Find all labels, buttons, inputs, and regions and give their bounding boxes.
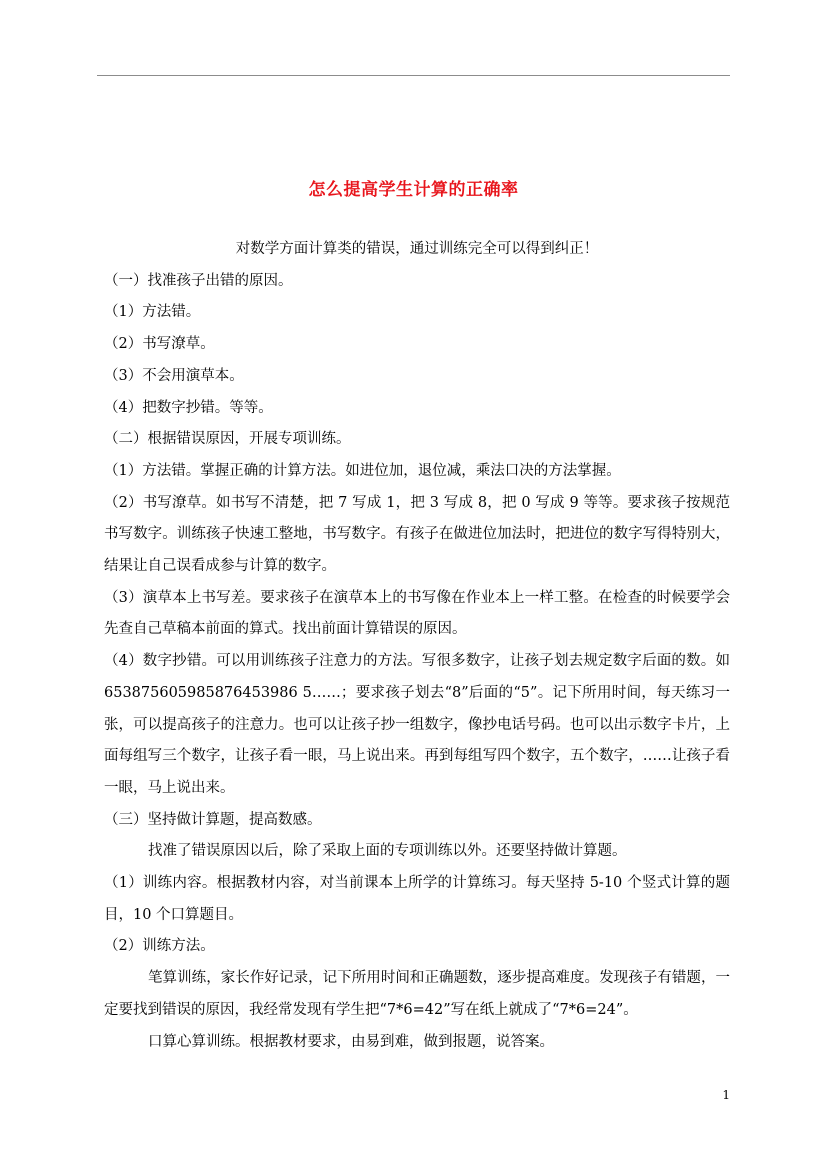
list-item: （1）方法错。: [104, 304, 201, 321]
paragraph: （1）方法错。掌握正确的计算方法。如进位加，退位减，乘法口决的方法掌握。: [104, 462, 621, 479]
paragraph: （1）训练内容。根据教材内容，对当前课本上所学的计算练习。每天坚持 5-10 个竖式计算的题目，10 个口算题目。: [104, 875, 730, 923]
list-item: （3）不会用演草本。: [104, 367, 244, 384]
section-heading: （三）坚持做计算题，提高数感。: [104, 811, 322, 828]
paragraph: （3）演草本上书写差。要求孩子在演草本上的书写像在作业本上一样工整。在检查的时候要学会先查自己草稿本前面的算式。找出前面计算错误的原因。: [104, 589, 730, 638]
paragraph: （2）书写潦草。如书写不清楚，把 7 写成 1，把 3 写成 8，把 0 写成 9 等等。要求孩子按规范书写数字。训练孩子快速工整地，书写数字。有孩子在做进位加法时，把进位的数字写得特别大，结果让自己误看成参与计算的数字。: [104, 494, 730, 575]
paragraph: 口算心算训练。根据教材要求，由易到难，做到报题，说答案。: [148, 1033, 554, 1050]
section-heading: （二）根据错误原因，开展专项训练。: [104, 431, 351, 448]
list-item: （2）训练方法。: [104, 938, 215, 955]
list-item: （4）把数字抄错。等等。: [104, 399, 273, 416]
list-item: （2）书写潦草。: [104, 336, 215, 353]
paragraph: （4）数字抄错。可以用训练孩子注意力的方法。写很多数字，让孩子划去规定数字后面的数。如 653875605985876453986 5……；要求孩子划去“8”后面的“5”。记下所用时间，每天练习一张，可以提高孩子的注意力。也可以让孩子抄一组数字，像抄电话号码。也可以出示数字卡片，上面每组写三个数字，让孩子看一眼，马上说出来。再到每组写四个数字，五个数字，……让孩子看一眼，马上说出来。: [104, 653, 730, 796]
document-body: [104, 234, 730, 1058]
page-number: 1: [722, 1088, 730, 1102]
paragraph: 笔算训练，家长作好记录，记下所用时间和正确题数，逐步提高难度。发现孩子有错题，一定要找到错误的原因，我经常发现有学生把“7*6=42”写在纸上就成了“7*6=24”。: [104, 970, 730, 1018]
paragraph: 找准了错误原因以后，除了采取上面的专项训练以外。还要坚持做计算题。: [148, 843, 627, 860]
document-subtitle: 对数学方面计算类的错误，通过训练完全可以得到纠正！: [235, 241, 599, 257]
header-rule: [97, 75, 730, 76]
section-heading: （一）找准孩子出错的原因。: [104, 272, 293, 289]
document-title: 怎么提高学生计算的正确率: [308, 180, 519, 200]
